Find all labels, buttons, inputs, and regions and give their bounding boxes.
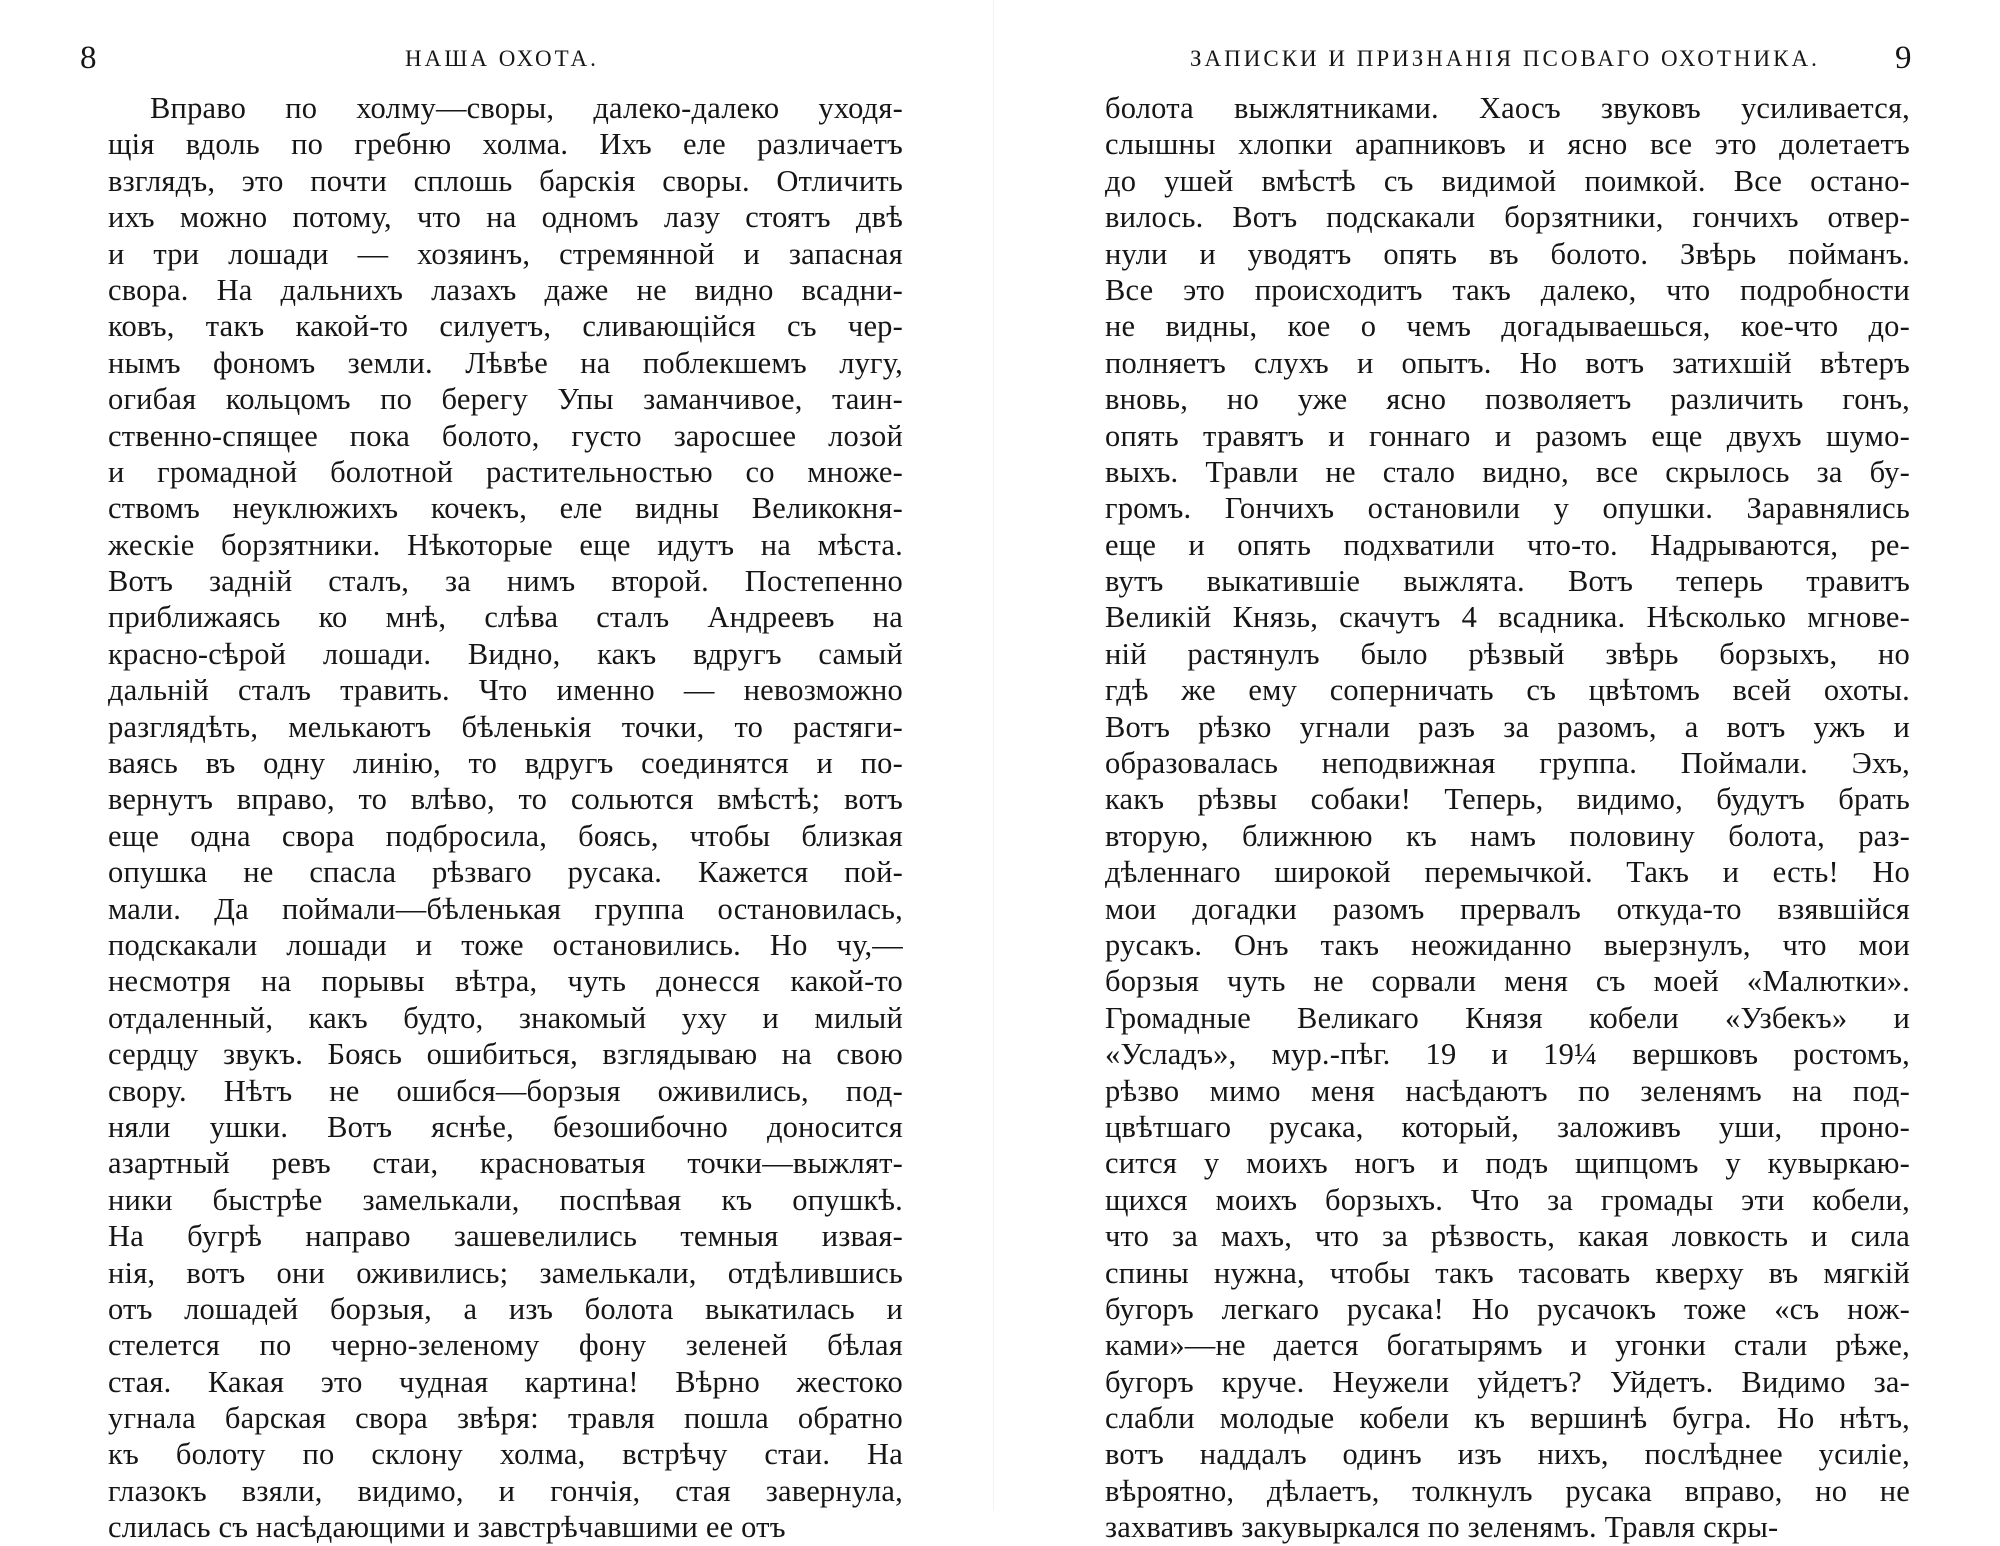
text-line: жескіе борзятники. Нѣкоторые еще идутъ на мѣста. [108, 527, 903, 562]
text-line: подскакали лошади и тоже остановились. Но чу,— [108, 927, 903, 962]
text-line: сердцу звукъ. Боясь ошибиться, взглядываю на свою [108, 1037, 903, 1072]
text-line: Громадные Великаго Князя кобели «Узбекъ» и [1105, 1000, 1910, 1035]
text-line: «Усладъ», мур.-пѣг. 19 и 19¼ вершковъ ростомъ, [1105, 1037, 1910, 1072]
text-line: азартный ревъ стаи, красноватыя точки—выжлят- [108, 1146, 903, 1181]
text-line: Вотъ рѣзко угнали разъ за разомъ, а вотъ ужъ и [1105, 709, 1910, 744]
text-line: слилась съ насѣдающими и завстрѣчавшими ее отъ [108, 1510, 786, 1545]
right-running-head: ЗАПИСКИ И ПРИЗНАНІЯ ПСОВАГО ОХОТНИКА. [1190, 46, 1820, 71]
text-line: полняетъ слухъ и опытъ. Но вотъ затихшій вѣтеръ [1105, 345, 1910, 380]
text-line: несмотря на порывы вѣтра, чуть донесся какой-то [108, 964, 903, 999]
right-page-text [1105, 90, 1910, 1546]
text-line: образовалась неподвижная группа. Поймали. Эхъ, [1105, 746, 1910, 781]
text-line: русакъ. Онъ такъ неожиданно выерзнулъ, что мои [1105, 927, 1910, 962]
text-line: Вправо по холму—своры, далеко-далеко уходя- [150, 91, 903, 125]
text-line: цвѣтшаго русака, который, заложивъ уши, проно- [1105, 1109, 1910, 1144]
text-line: отдаленный, какъ будто, знакомый уху и милый [108, 1000, 903, 1035]
text-line: до ушей вмѣстѣ съ видимой поимкой. Все остано- [1105, 163, 1910, 198]
text-line: мали. Да поймали—бѣленькая группа остановилась, [108, 891, 903, 926]
text-line: бугоръ легкаго русака! Но русачокъ тоже «съ нож- [1105, 1291, 1910, 1326]
left-page [0, 0, 990, 1545]
text-line: свору. Нѣтъ не ошибся—борзыя оживились, под- [108, 1073, 903, 1108]
text-line: глазокъ взяли, видимо, и гончія, стая завернула, [108, 1473, 903, 1508]
text-line: спины нужна, чтобы такъ тасовать кверху въ мягкій [1105, 1255, 1910, 1290]
text-line: На бугрѣ направо зашевелились темныя извая- [108, 1219, 903, 1254]
text-line: вѣроятно, дѣлаетъ, толкнулъ русака вправо, но не [1105, 1473, 1910, 1508]
text-line: и громадной болотной растительностью со множе- [108, 454, 903, 489]
text-line: слабли молодые кобели къ вершинѣ бугра. Но нѣтъ, [1105, 1401, 1910, 1436]
text-line: вновь, но уже ясно позволяетъ различить гонъ, [1105, 382, 1910, 417]
text-line: нія, вотъ они оживились; замелькали, отдѣлившись [108, 1255, 903, 1290]
text-line: вутъ выкатившіе выжлята. Вотъ теперь травитъ [1105, 564, 1910, 599]
text-line: стая. Какая это чудная картина! Вѣрно жестоко [108, 1364, 903, 1399]
text-line: бугоръ круче. Неужели уйдетъ? Уйдетъ. Видимо за- [1105, 1364, 1910, 1399]
text-line: разглядѣть, мелькаютъ бѣленькія точки, то растяги- [108, 709, 903, 744]
text-line: опять травятъ и гоннаго и разомъ еще двухъ шумо- [1105, 418, 1910, 453]
text-line: борзыя чуть не сорвали меня съ моей «Малютки». [1105, 964, 1910, 999]
text-line: и три лошади — хозяинъ, стремянной и запасная [108, 236, 903, 271]
text-line: стелется по черно-зеленому фону зеленей бѣлая [108, 1328, 903, 1363]
text-line: дальній сталъ травить. Что именно — невозможно [108, 673, 903, 708]
text-line: красно-сѣрой лошади. Видно, какъ вдругъ самый [108, 636, 903, 671]
right-page-number: 9 [1895, 40, 1912, 76]
text-line: захвативъ закувыркался по зеленямъ. Травля скры- [1105, 1510, 1779, 1545]
text-line: еще и опять подхватили что-то. Надрываются, ре- [1105, 527, 1910, 562]
text-line: вотъ наддалъ одинъ изъ нихъ, послѣднее усиліе, [1105, 1437, 1910, 1472]
text-line: громъ. Гончихъ остановили у опушки. Заравнялись [1105, 491, 1910, 526]
text-line: еще одна свора подбросила, боясь, чтобы близкая [108, 818, 903, 853]
text-line: нымъ фономъ земли. Лѣвѣе на поблекшемъ лугу, [108, 345, 903, 380]
text-line: угнала барская свора звѣря: травля пошла обратно [108, 1401, 903, 1436]
text-line: ствомъ неуклюжихъ кочекъ, еле видны Великокня- [108, 491, 903, 526]
text-line: приближаясь ко мнѣ, слѣва сталъ Андреевъ на [108, 600, 903, 635]
text-line: ственно-спящее пока болото, густо заросшее лозой [108, 418, 903, 453]
text-line: вторую, ближнюю къ намъ половину болота, раз- [1105, 818, 1910, 853]
text-line: что за махъ, что за рѣзвость, какая ловкость и сила [1105, 1219, 1910, 1254]
text-line: болота выжлятниками. Хаосъ звуковъ усиливается, [1105, 91, 1910, 125]
text-line: няли ушки. Вотъ яснѣе, безошибочно доносится [108, 1109, 903, 1144]
text-line: ній растянулъ было рѣзвый звѣрь борзыхъ, но [1105, 636, 1910, 671]
left-page-number: 8 [80, 40, 97, 76]
text-line: ники быстрѣе замелькали, поспѣвая къ опушкѣ. [108, 1182, 903, 1217]
text-line: мои догадки разомъ прервалъ откуда-то взявшійся [1105, 891, 1910, 926]
text-line: Великій Князь, скачутъ 4 всадника. Нѣсколько мгнове- [1105, 600, 1910, 635]
text-line: взглядъ, это почти сплошь барскія своры. Отличить [108, 163, 903, 198]
text-line: не видны, кое о чемъ догадываешься, кое-что до- [1105, 309, 1910, 344]
text-line: ками»—не дается богатырямъ и угонки стали рѣже, [1105, 1328, 1910, 1363]
text-line: щія вдоль по гребню холма. Ихъ еле различаетъ [108, 127, 903, 162]
text-line: какъ рѣзвы собаки! Теперь, видимо, будутъ брать [1105, 782, 1910, 817]
text-line: дѣленнаго широкой перемычкой. Такъ и есть! Но [1105, 855, 1910, 890]
text-line: огибая кольцомъ по берегу Упы заманчивое, таин- [108, 382, 903, 417]
right-page [1000, 0, 2000, 1545]
text-line: ваясь въ одну линію, то вдругъ соединятся и по- [108, 746, 903, 781]
text-line: Все это происходитъ такъ далеко, что подробности [1105, 272, 1910, 307]
text-line: нули и уводятъ опять въ болото. Звѣрь пойманъ. [1105, 236, 1910, 271]
book-gutter [993, 0, 994, 1511]
text-line: рѣзво мимо меня насѣдаютъ по зеленямъ на под- [1105, 1073, 1910, 1108]
text-line: ихъ можно потому, что на одномъ лазу стоятъ двѣ [108, 200, 903, 235]
text-line: щихся моихъ борзыхъ. Что за громады эти кобели, [1105, 1182, 1910, 1217]
text-line: слышны хлопки арапниковъ и ясно все это долетаетъ [1105, 127, 1910, 162]
text-line: отъ лошадей борзыя, а изъ болота выкатилась и [108, 1291, 903, 1326]
text-line: гдѣ же ему соперничать съ цвѣтомъ всей охоты. [1105, 673, 1910, 708]
text-line: выхъ. Травли не стало видно, все скрылось за бу- [1105, 454, 1910, 489]
text-line: ковъ, такъ какой-то силуетъ, сливающійся съ чер- [108, 309, 903, 344]
text-line: къ болоту по склону холма, встрѣчу стаи. На [108, 1437, 903, 1472]
text-line: Вотъ задній сталъ, за нимъ второй. Постепенно [108, 564, 903, 599]
left-running-head: НАША ОХОТА. [405, 46, 599, 71]
text-line: вернутъ вправо, то влѣво, то сольются вмѣстѣ; вотъ [108, 782, 903, 817]
text-line: вилось. Вотъ подскакали борзятники, гончихъ отвер- [1105, 200, 1910, 235]
left-page-text [108, 90, 903, 1546]
text-line: свора. На дальнихъ лазахъ даже не видно всадни- [108, 272, 903, 307]
text-line: опушка не спасла рѣзваго русака. Кажется пой- [108, 855, 903, 890]
text-line: сится у моихъ ногъ и подъ щипцомъ у кувыркаю- [1105, 1146, 1910, 1181]
